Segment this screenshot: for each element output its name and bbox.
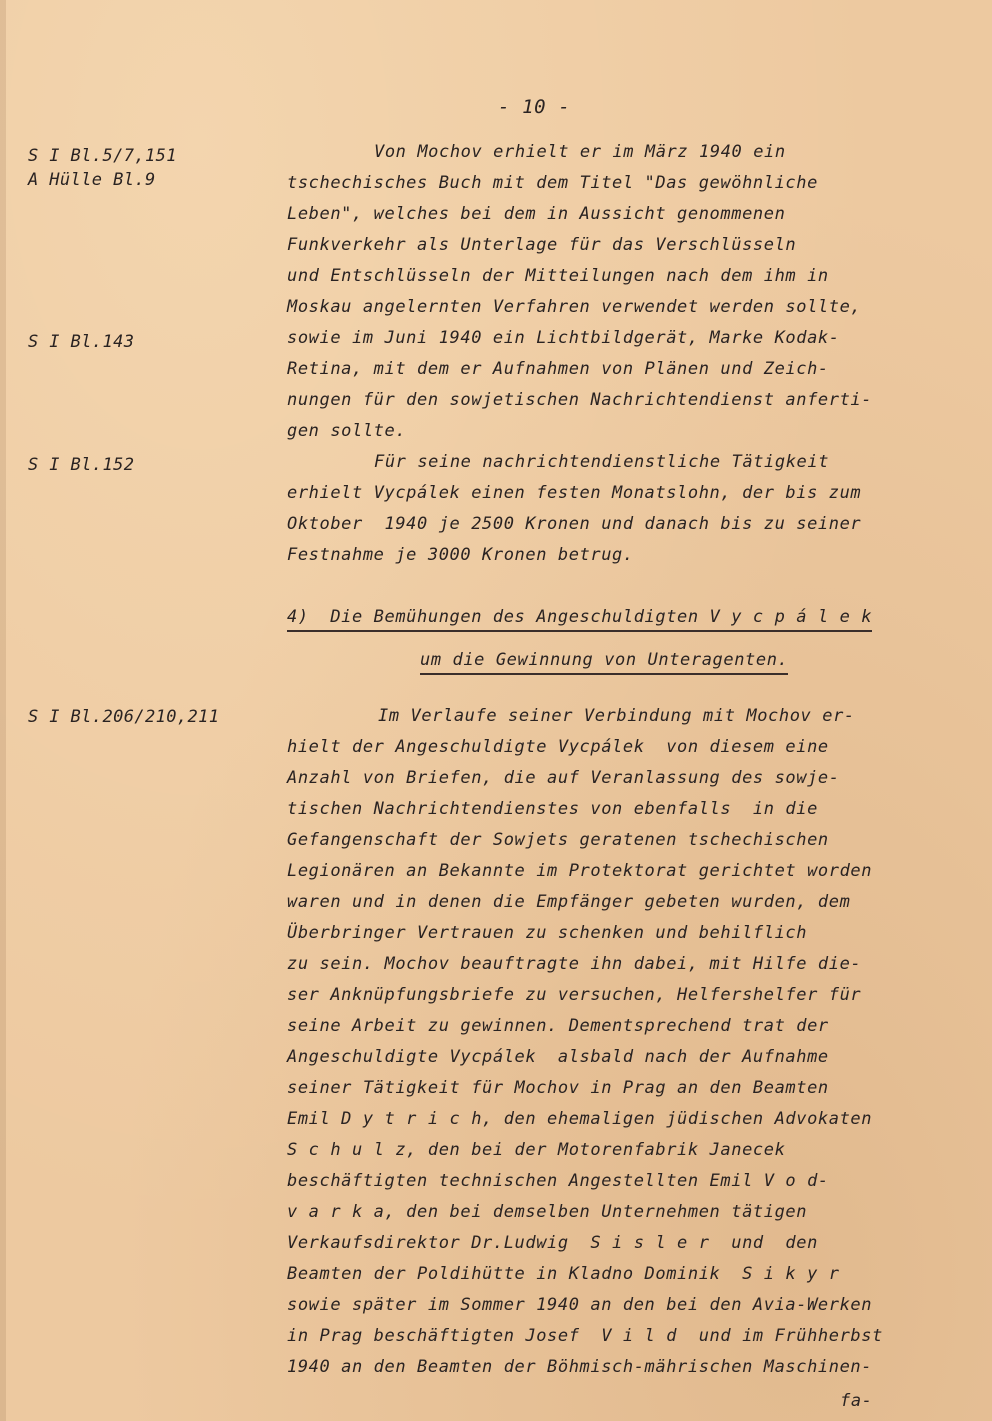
body-line: Oktober 1940 je 2500 Kronen und danach bis zu seiner: [287, 514, 862, 534]
body-line: seiner Tätigkeit für Mochov in Prag an den Beamten: [287, 1078, 829, 1098]
body-line: gen sollte.: [287, 421, 407, 441]
body-line: waren und in denen die Empfänger gebeten wurden, dem: [287, 892, 851, 912]
body-line: Von Mochov erhielt er im März 1940 ein: [374, 142, 786, 162]
body-line: 1940 an den Beamten der Böhmisch-mährischen Maschinen-: [287, 1357, 873, 1377]
body-line: v a r k a, den bei demselben Unternehmen tätigen: [287, 1202, 808, 1222]
body-line: tischen Nachrichtendienstes von ebenfalls in die: [287, 799, 818, 819]
body-line: nungen für den sowjetischen Nachrichtendienst anferti-: [287, 390, 873, 410]
body-line: Beamten der Poldihütte in Kladno Dominik S i k y r: [287, 1264, 840, 1284]
margin-note: A Hülle Bl.9: [28, 170, 156, 190]
section-heading: 4) Die Bemühungen des Angeschuldigten V y c p á l e k: [287, 606, 872, 632]
body-line: Retina, mit dem er Aufnahmen von Plänen und Zeich-: [287, 359, 829, 379]
body-line: Anzahl von Briefen, die auf Veranlassung des sowje-: [287, 768, 840, 788]
body-line: tschechisches Buch mit dem Titel "Das gewöhnliche: [287, 173, 818, 193]
body-line: hielt der Angeschuldigte Vycpálek von diesem eine: [287, 737, 829, 757]
body-line: Gefangenschaft der Sowjets geratenen tschechischen: [287, 830, 829, 850]
body-line: beschäftigten technischen Angestellten Emil V o d-: [287, 1171, 829, 1191]
catchword: fa-: [840, 1391, 873, 1411]
body-line: ser Anknüpfungsbriefe zu versuchen, Helfershelfer für: [287, 985, 862, 1005]
body-line: Legionären an Bekannte im Protektorat gerichtet worden: [287, 861, 873, 881]
body-line: Für seine nachrichtendienstliche Tätigkeit: [374, 452, 830, 472]
body-line: Verkaufsdirektor Dr.Ludwig S i s l e r und den: [287, 1233, 818, 1253]
body-line: Angeschuldigte Vycpálek alsbald nach der Aufnahme: [287, 1047, 829, 1067]
section-heading: um die Gewinnung von Unteragenten.: [420, 649, 788, 675]
page-number: - 10 -: [498, 96, 571, 118]
page-edge-shadow: [0, 0, 6, 1421]
margin-note: S I Bl.152: [28, 455, 135, 475]
margin-note: S I Bl.5/7,151: [28, 146, 177, 166]
body-line: und Entschlüsseln der Mitteilungen nach dem ihm in: [287, 266, 829, 286]
body-line: sowie später im Sommer 1940 an den bei den Avia-Werken: [287, 1295, 873, 1315]
body-line: sowie im Juni 1940 ein Lichtbildgerät, Marke Kodak-: [287, 328, 840, 348]
body-line: Emil D y t r i c h, den ehemaligen jüdischen Advokaten: [287, 1109, 873, 1129]
body-line: Moskau angelernten Verfahren verwendet werden sollte,: [287, 297, 862, 317]
body-line: Im Verlaufe seiner Verbindung mit Mochov er-: [378, 706, 855, 726]
margin-note: S I Bl.143: [28, 332, 135, 352]
body-line: Festnahme je 3000 Kronen betrug.: [287, 545, 634, 565]
body-line: Überbringer Vertrauen zu schenken und behilflich: [287, 923, 808, 943]
body-line: S c h u l z, den bei der Motorenfabrik Janecek: [287, 1140, 786, 1160]
body-line: Funkverkehr als Unterlage für das Verschlüsseln: [287, 235, 797, 255]
body-line: seine Arbeit zu gewinnen. Dementsprechend trat der: [287, 1016, 829, 1036]
body-line: erhielt Vycpálek einen festen Monatslohn, der bis zum: [287, 483, 862, 503]
body-line: zu sein. Mochov beauftragte ihn dabei, mit Hilfe die-: [287, 954, 862, 974]
body-line: in Prag beschäftigten Josef V i l d und im Frühherbst: [287, 1326, 883, 1346]
body-line: Leben", welches bei dem in Aussicht genommenen: [287, 204, 786, 224]
margin-note: S I Bl.206/210,211: [28, 707, 220, 727]
